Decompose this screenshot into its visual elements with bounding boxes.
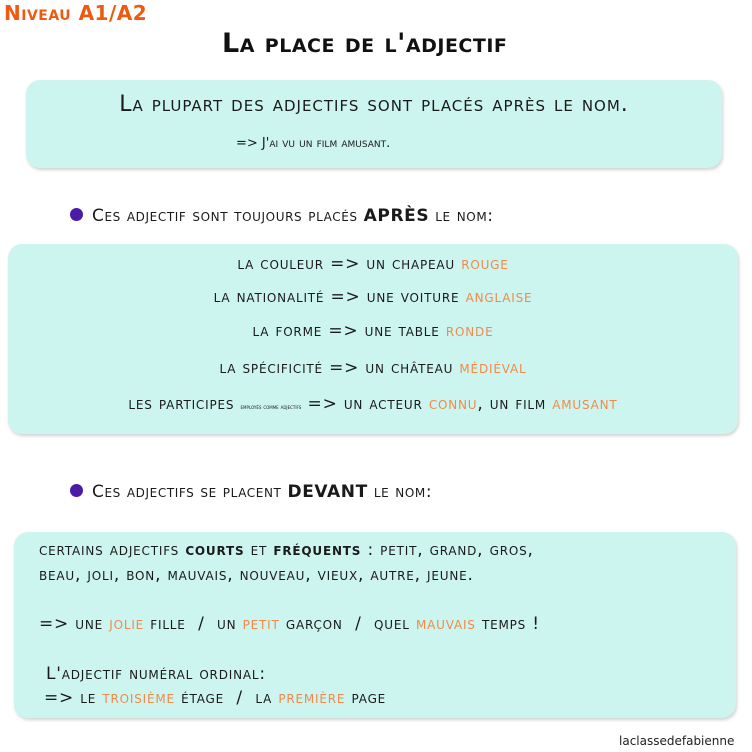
before-box [14, 532, 736, 718]
bold-word: courts [185, 540, 245, 560]
row-label: les participes [128, 394, 235, 414]
row-label: la nationalité => une voiture [213, 287, 460, 307]
row-mid: => un acteur [307, 394, 423, 414]
row-highlight: ronde [445, 321, 494, 341]
row-label: la couleur => un chapeau [237, 254, 455, 274]
heading-text: Ces adjectif sont toujours placés [92, 206, 358, 226]
bullet-icon [70, 484, 83, 497]
bold-word: fréquents [273, 540, 362, 560]
rule-box [26, 80, 722, 168]
list-item [8, 287, 738, 307]
row-highlight: connu [428, 394, 478, 414]
list-item [8, 254, 738, 274]
example-highlight: jolie [109, 614, 145, 634]
line-text: page [351, 688, 387, 708]
bullet-icon [70, 208, 83, 221]
row-label: la forme => une table [252, 321, 440, 341]
row-note: employés comme adjectifs [240, 404, 302, 411]
example-highlight: première [278, 688, 346, 708]
heading-text: Ces adjectifs se placent [92, 482, 282, 502]
line-text: temps ! [481, 614, 540, 634]
line-text: : petit, grand, gros, [367, 540, 534, 560]
rule-text: La plupart des adjectifs sont placés après le nom. [119, 92, 629, 117]
list-item [8, 321, 738, 341]
section-before-heading [70, 482, 432, 502]
ordinal-line [44, 688, 386, 708]
heading-suffix: le nom: [373, 482, 433, 502]
level-label: Niveau A1/A2 [4, 1, 148, 25]
line-text: étage / la [181, 688, 273, 708]
example-highlight: troisième [102, 688, 175, 708]
line-text: fille / un [150, 614, 237, 634]
credit: laclassedefabienne [619, 734, 735, 748]
line-text: certains adjectifs [39, 540, 180, 560]
row-highlight: médiéval [459, 358, 527, 378]
page-title: La place de l'adjectif [222, 28, 508, 59]
list-item [8, 358, 738, 378]
line-text: => une [39, 614, 104, 634]
heading-bold: DEVANT [287, 482, 368, 502]
row-label: la spécificité => un château [219, 358, 454, 378]
row-highlight: amusant [552, 394, 618, 414]
heading-bold: APRÈS [363, 206, 430, 226]
after-box [8, 244, 738, 434]
rule-example: => J'ai vu un film amusant. [236, 136, 391, 151]
heading-suffix: le nom: [435, 206, 494, 226]
ordinal-title: L'adjectif numéral ordinal: [46, 664, 266, 684]
list-item [8, 394, 738, 414]
line-text: => le [44, 688, 97, 708]
examples-line [39, 614, 540, 634]
example-highlight: mauvais [415, 614, 476, 634]
row-sep: , un film [477, 394, 547, 414]
row-highlight: anglaise [465, 287, 533, 307]
adjectives-list: beau, joli, bon, mauvais, nouveau, vieux, autre, jeune. [39, 565, 474, 585]
example-highlight: petit [242, 614, 280, 634]
adjectives-line [39, 540, 534, 560]
line-text: garçon / quel [285, 614, 410, 634]
row-highlight: rouge [461, 254, 509, 274]
line-text: et [250, 540, 268, 560]
section-after-heading [70, 206, 494, 226]
